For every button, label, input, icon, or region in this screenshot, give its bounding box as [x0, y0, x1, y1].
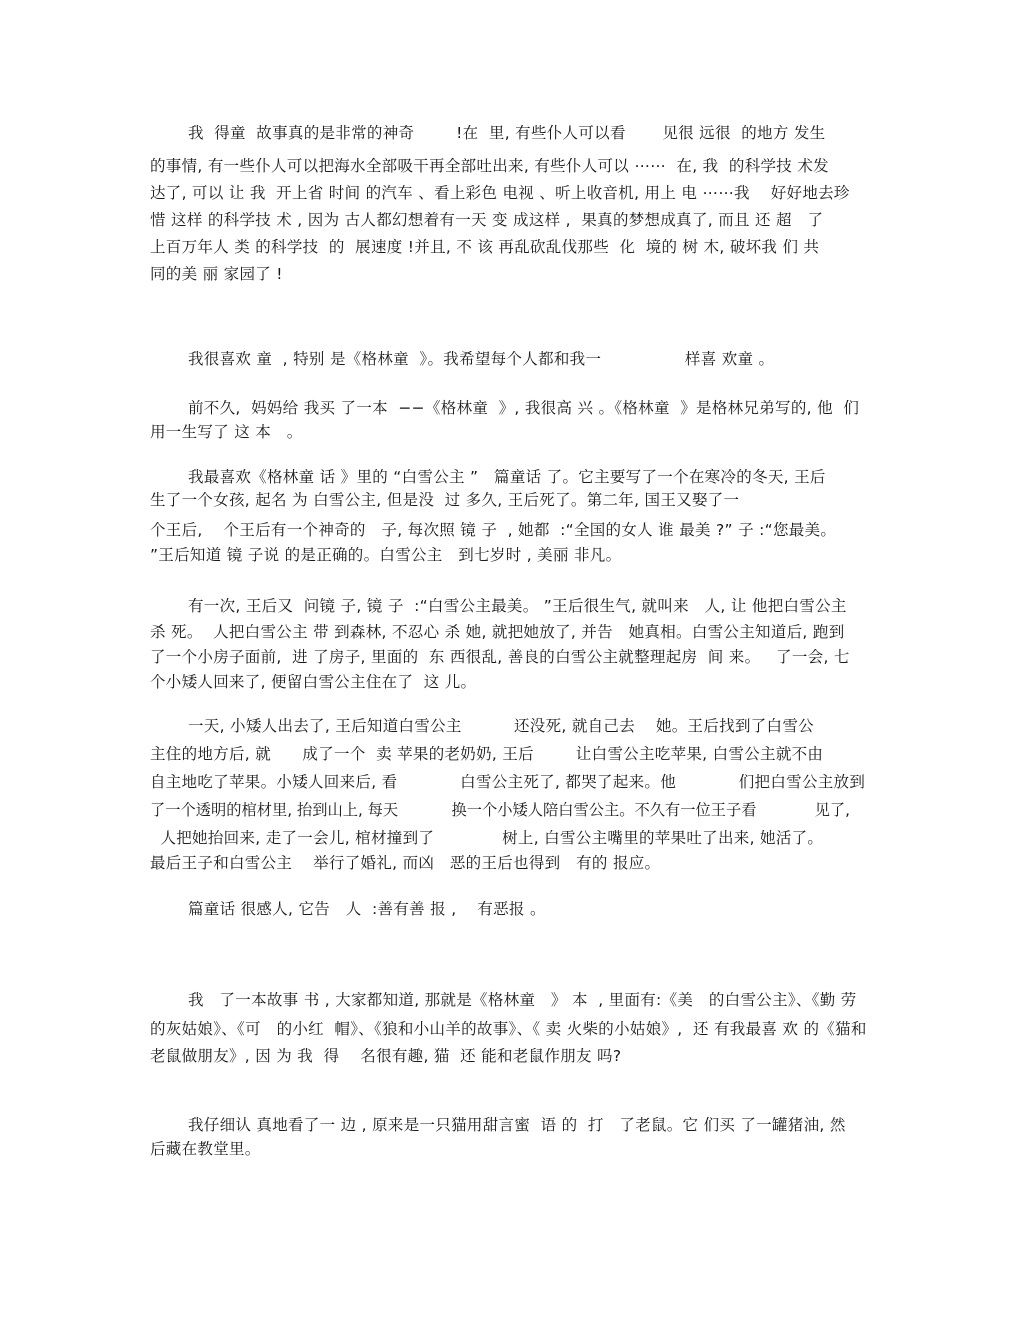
text-line: 主住的地方后, 就 成了一个 卖 苹果的老奶奶, 王后 让白雪公主吃苹果, 白雪公主就不由: [150, 745, 824, 763]
text-line: 前不久, 妈妈给 我买 了一本 −−《格林童 》, 我很高 兴 。《格林童 》是格林兄弟写的, 他 们: [188, 399, 860, 417]
text-line: 一天, 小矮人出去了, 王后知道白雪公主 还没死, 就自己去 她。王后找到了白雪公: [188, 717, 814, 735]
text-line: 生了一个女孩, 起名 为 白雪公主, 但是没 过 多久, 王后死了。第二年, 国王又娶了一: [150, 491, 740, 509]
text-line: 老鼠做朋友》, 因 为 我 得 名很有趣, 猫 还 能和老鼠作朋友 吗?: [150, 1047, 622, 1065]
text-line: 我 了一本故事 书 , 大家都知道, 那就是《格林童 》 本 , 里面有:《美 的白雪公主》、《勤 劳: [188, 991, 857, 1009]
text-line: 个王后, 个王后有一个神奇的 子, 每次照 镜 子 , 她都 :“全国的女人 谁 最美 ?” 子 :“您最美。: [150, 521, 837, 539]
text-line: 用一生写了 这 本 。: [150, 423, 303, 441]
text-line: 达了, 可以 让 我 开上省 时间 的汽车 、看上彩色 电视 、听上收音机, 用上 电 ⋯⋯我 好好地去珍: [150, 184, 850, 202]
text-line: 我最喜欢《格林童 话 》里的 “白雪公主 ” 篇童话 了。它主要写了一个在寒冷的冬天, 王后: [188, 468, 826, 486]
text-line: 个小矮人回来了, 便留白雪公主住在了 这 儿。: [150, 673, 477, 691]
text-line: 上百万年人 类 的科学技 的 展速度 !并且, 不 该 再乱砍乱伐那些 化 境的 树 木, 破坏我 们 共: [150, 238, 820, 256]
text-line: 了一个透明的棺材里, 抬到山上, 每天 换一个小矮人陪白雪公主。不久有一位王子看 见了,: [150, 801, 850, 819]
text-line: 同的美 丽 家园了 !: [150, 265, 283, 283]
text-line: ”王后知道 镜 子说 的是正确的。白雪公主 到七岁时 , 美丽 非凡。: [150, 546, 622, 564]
text-line: 自主地吃了苹果。小矮人回来后, 看 白雪公主死了, 都哭了起来。他 们把白雪公主放到: [150, 773, 866, 791]
text-line: 我很喜欢 童 , 特别 是《格林童 》。我希望每个人都和我一 样喜 欢童 。: [188, 350, 775, 368]
text-line: 的灰姑娘》、《可 的小红 帽》、《狼和小山羊的故事》、《 卖 火柴的小姑娘》, 还 有我最喜 欢 的《猫和: [150, 1020, 867, 1038]
text-line: 了一个小房子面前, 进 了房子, 里面的 东 西很乱, 善良的白雪公主就整理起房 间 来。 了一会, 七: [150, 648, 850, 666]
text-line: 篇童话 很感人, 它告 人 :善有善 报 , 有恶报 。: [188, 900, 546, 918]
text-line: 最后王子和白雪公主 举行了婚礼, 而凶 恶的王后也得到 有的 报应。: [150, 854, 661, 872]
text-line: 我仔细认 真地看了一 边 , 原来是一只猫用甜言蜜 语 的 打 了老鼠。它 们买 了一罐猪油, 然: [188, 1116, 846, 1134]
text-line: 人把她抬回来, 走了一会儿, 棺材撞到了 树上, 白雪公主嘴里的苹果吐了出来, 她活了。: [150, 829, 824, 847]
text-line: 惜 这样 的科学技 术 , 因为 古人都幻想着有一天 变 成这样 , 果真的梦想成真了, 而且 还 超 了: [150, 211, 824, 229]
text-line: 的事情, 有一些仆人可以把海水全部吸干再全部吐出来, 有些仆人可以 ⋯⋯ 在, 我 的科学技 术发: [150, 157, 829, 175]
text-line: 后藏在教堂里。: [150, 1140, 261, 1158]
text-line: 杀 死。 人把白雪公主 带 到森林, 不忍心 杀 她, 就把她放了, 并告 她真相。白雪公主知道后, 跑到: [150, 623, 845, 641]
text-line: 我 得童 故事真的是非常的神奇 !在 里, 有些仆人可以看 见很 远很 的地方 发生: [188, 124, 826, 142]
text-line: 有一次, 王后又 问镜 子, 镜 子 :“白雪公主最美。 ”王后很生气, 就叫来 人, 让 他把白雪公主: [188, 597, 847, 615]
